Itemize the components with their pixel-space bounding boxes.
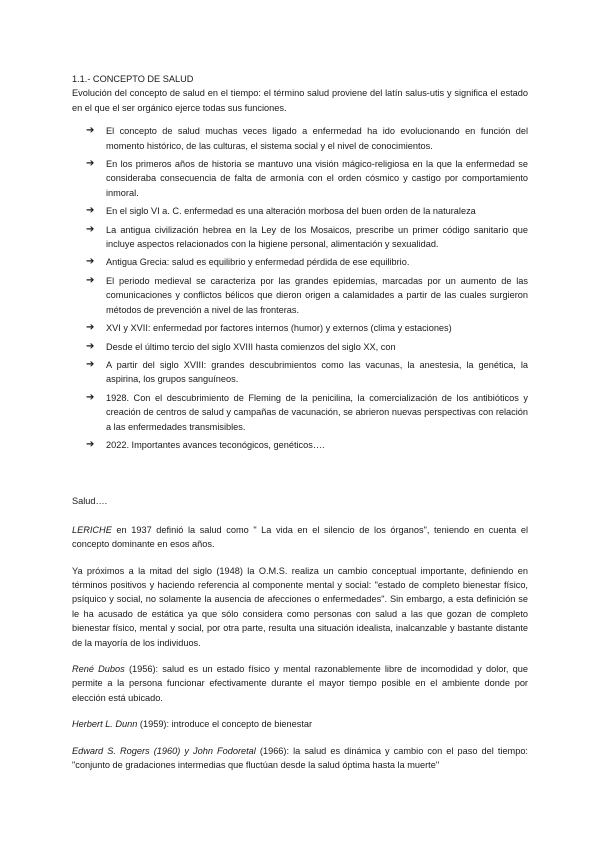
list-item: ➔ En el siglo VI a. C. enfermedad es una alteración morbosa del buen orden de la naturaleza <box>106 204 528 218</box>
dubos-author: René Dubos <box>72 664 125 674</box>
list-item: ➔ La antigua civilización hebrea en la Ley de los Mosaicos, prescribe un primer código sanitario que incluye aspectos relacionados con la higiene personal, alimentación y sexualidad. <box>86 223 528 250</box>
dubos-paragraph <box>72 662 528 705</box>
dubos-text: (1956): salud es un estado físico y mental razonablemente libre de incomodidad y dolor, que permite a la persona funcionar efectivamente durante el mayor tiempo posible en el ambiente donde por elección está ubicado. <box>72 664 528 703</box>
list-item: ➔ Desde el último tercio del siglo XVIII hasta comienzos del siglo XX, con <box>106 340 528 354</box>
rogers-author: Edward S. Rogers (1960) y John Fodoretal <box>72 745 256 756</box>
leriche-paragraph <box>72 523 528 552</box>
arrow-bullet-icon: ➔ <box>86 322 95 334</box>
list-item: ➔ 1928. Con el descubrimiento de Fleming de la penicilina, la comercialización de los antibióticos y creación de centros de salud y campañas de vacunación, se abrieron nuevas perspectivas con relación a las enfermedades transmisibles. <box>86 391 528 432</box>
dunn-text: (1959): introduce el concepto de bienestar <box>137 719 313 730</box>
arrow-bullet-icon: ➔ <box>86 391 95 403</box>
arrow-bullet-icon: ➔ <box>86 340 95 352</box>
arrow-bullet-icon: ➔ <box>86 358 95 370</box>
dunn-author: Herbert L. Dunn <box>72 719 138 730</box>
arrow-bullet-icon: ➔ <box>86 223 95 235</box>
list-item: ➔ El periodo medieval se caracteriza por las grandes epidemias, marcadas por un aumento de las comunicaciones y conflictos bélicos que dieron origen a calamidades a partir de las cuales surgieron métodos de prevención a nivel de las fronteras. <box>86 274 528 315</box>
list-item: ➔ El concepto de salud muchas veces ligado a enfermedad ha ido evolucionando en función del momento histórico, de las culturas, el sistema social y el nivel de conocimientos. <box>86 125 528 151</box>
section-intro: Evolución del concepto de salud en el tiempo: el término salud proviene del latín salus-utis y significa el estado en el que el ser orgánico ejerce todas sus funciones. <box>72 88 528 113</box>
arrow-bullet-icon: ➔ <box>86 158 95 170</box>
section-heading: 1.1.- CONCEPTO DE SALUD <box>72 74 194 84</box>
history-bullet-list <box>72 124 528 452</box>
list-item: ➔ 2022. Importantes avances teconógicos, genéticos…. <box>106 438 528 452</box>
dunn-paragraph <box>72 717 528 731</box>
oms-paragraph: Ya próximos a la mitad del siglo (1948) la O.M.S. realiza un cambio conceptual importante, definiendo en términos positivos y haciendo referencia al componente mental y social: "estado de completo bienestar físico, psíquico y social, no solamente la ausencia de afecciones o enfermedades". Sin embargo, a esta definición se le ha acusado de estática ya que sólo considera como personas con salud a las que gozan de completo bienestar físico, mental y social, por otra parte, resulta una situación idealista, inalcanzable y bastante distante de la mayoría de los individuos. <box>72 565 528 648</box>
list-item: ➔ En los primeros años de historia se mantuvo una visión mágico-religiosa en la que la enfermedad se consideraba consecuencia de falta de armonía con el orden cósmico y castigo por comportamiento inmoral. <box>86 158 528 198</box>
list-item: ➔ Antigua Grecia: salud es equilibrio y enfermedad pérdida de ese equilibrio. <box>106 255 528 269</box>
arrow-bullet-icon: ➔ <box>86 256 95 268</box>
arrow-bullet-icon: ➔ <box>86 205 95 217</box>
arrow-bullet-icon: ➔ <box>86 125 95 137</box>
rogers-text: (1966): la salud es dinámica y cambio con el paso del tiempo: "conjunto de gradaciones intermedias que fluctúan desde la salud óptima hasta la muerte" <box>72 745 528 771</box>
list-item: ➔ A partir del siglo XVIII: grandes descubrimientos como las vacunas, la anestesia, la genética, la aspirina, los grupos sanguíneos. <box>86 358 528 385</box>
document-page <box>72 72 528 772</box>
leriche-author: LERICHE <box>72 524 112 535</box>
rogers-paragraph <box>72 744 528 773</box>
arrow-bullet-icon: ➔ <box>86 438 95 450</box>
leriche-text: en 1937 definió la salud como " La vida en el silencio de los órganos", teniendo en cuenta el concepto dominante en esos años. <box>72 524 528 550</box>
arrow-bullet-icon: ➔ <box>86 274 95 286</box>
list-item: ➔ XVI y XVII: enfermedad por factores internos (humor) y externos (clima y estaciones) <box>106 321 528 335</box>
salud-label: Salud…. <box>72 496 108 507</box>
